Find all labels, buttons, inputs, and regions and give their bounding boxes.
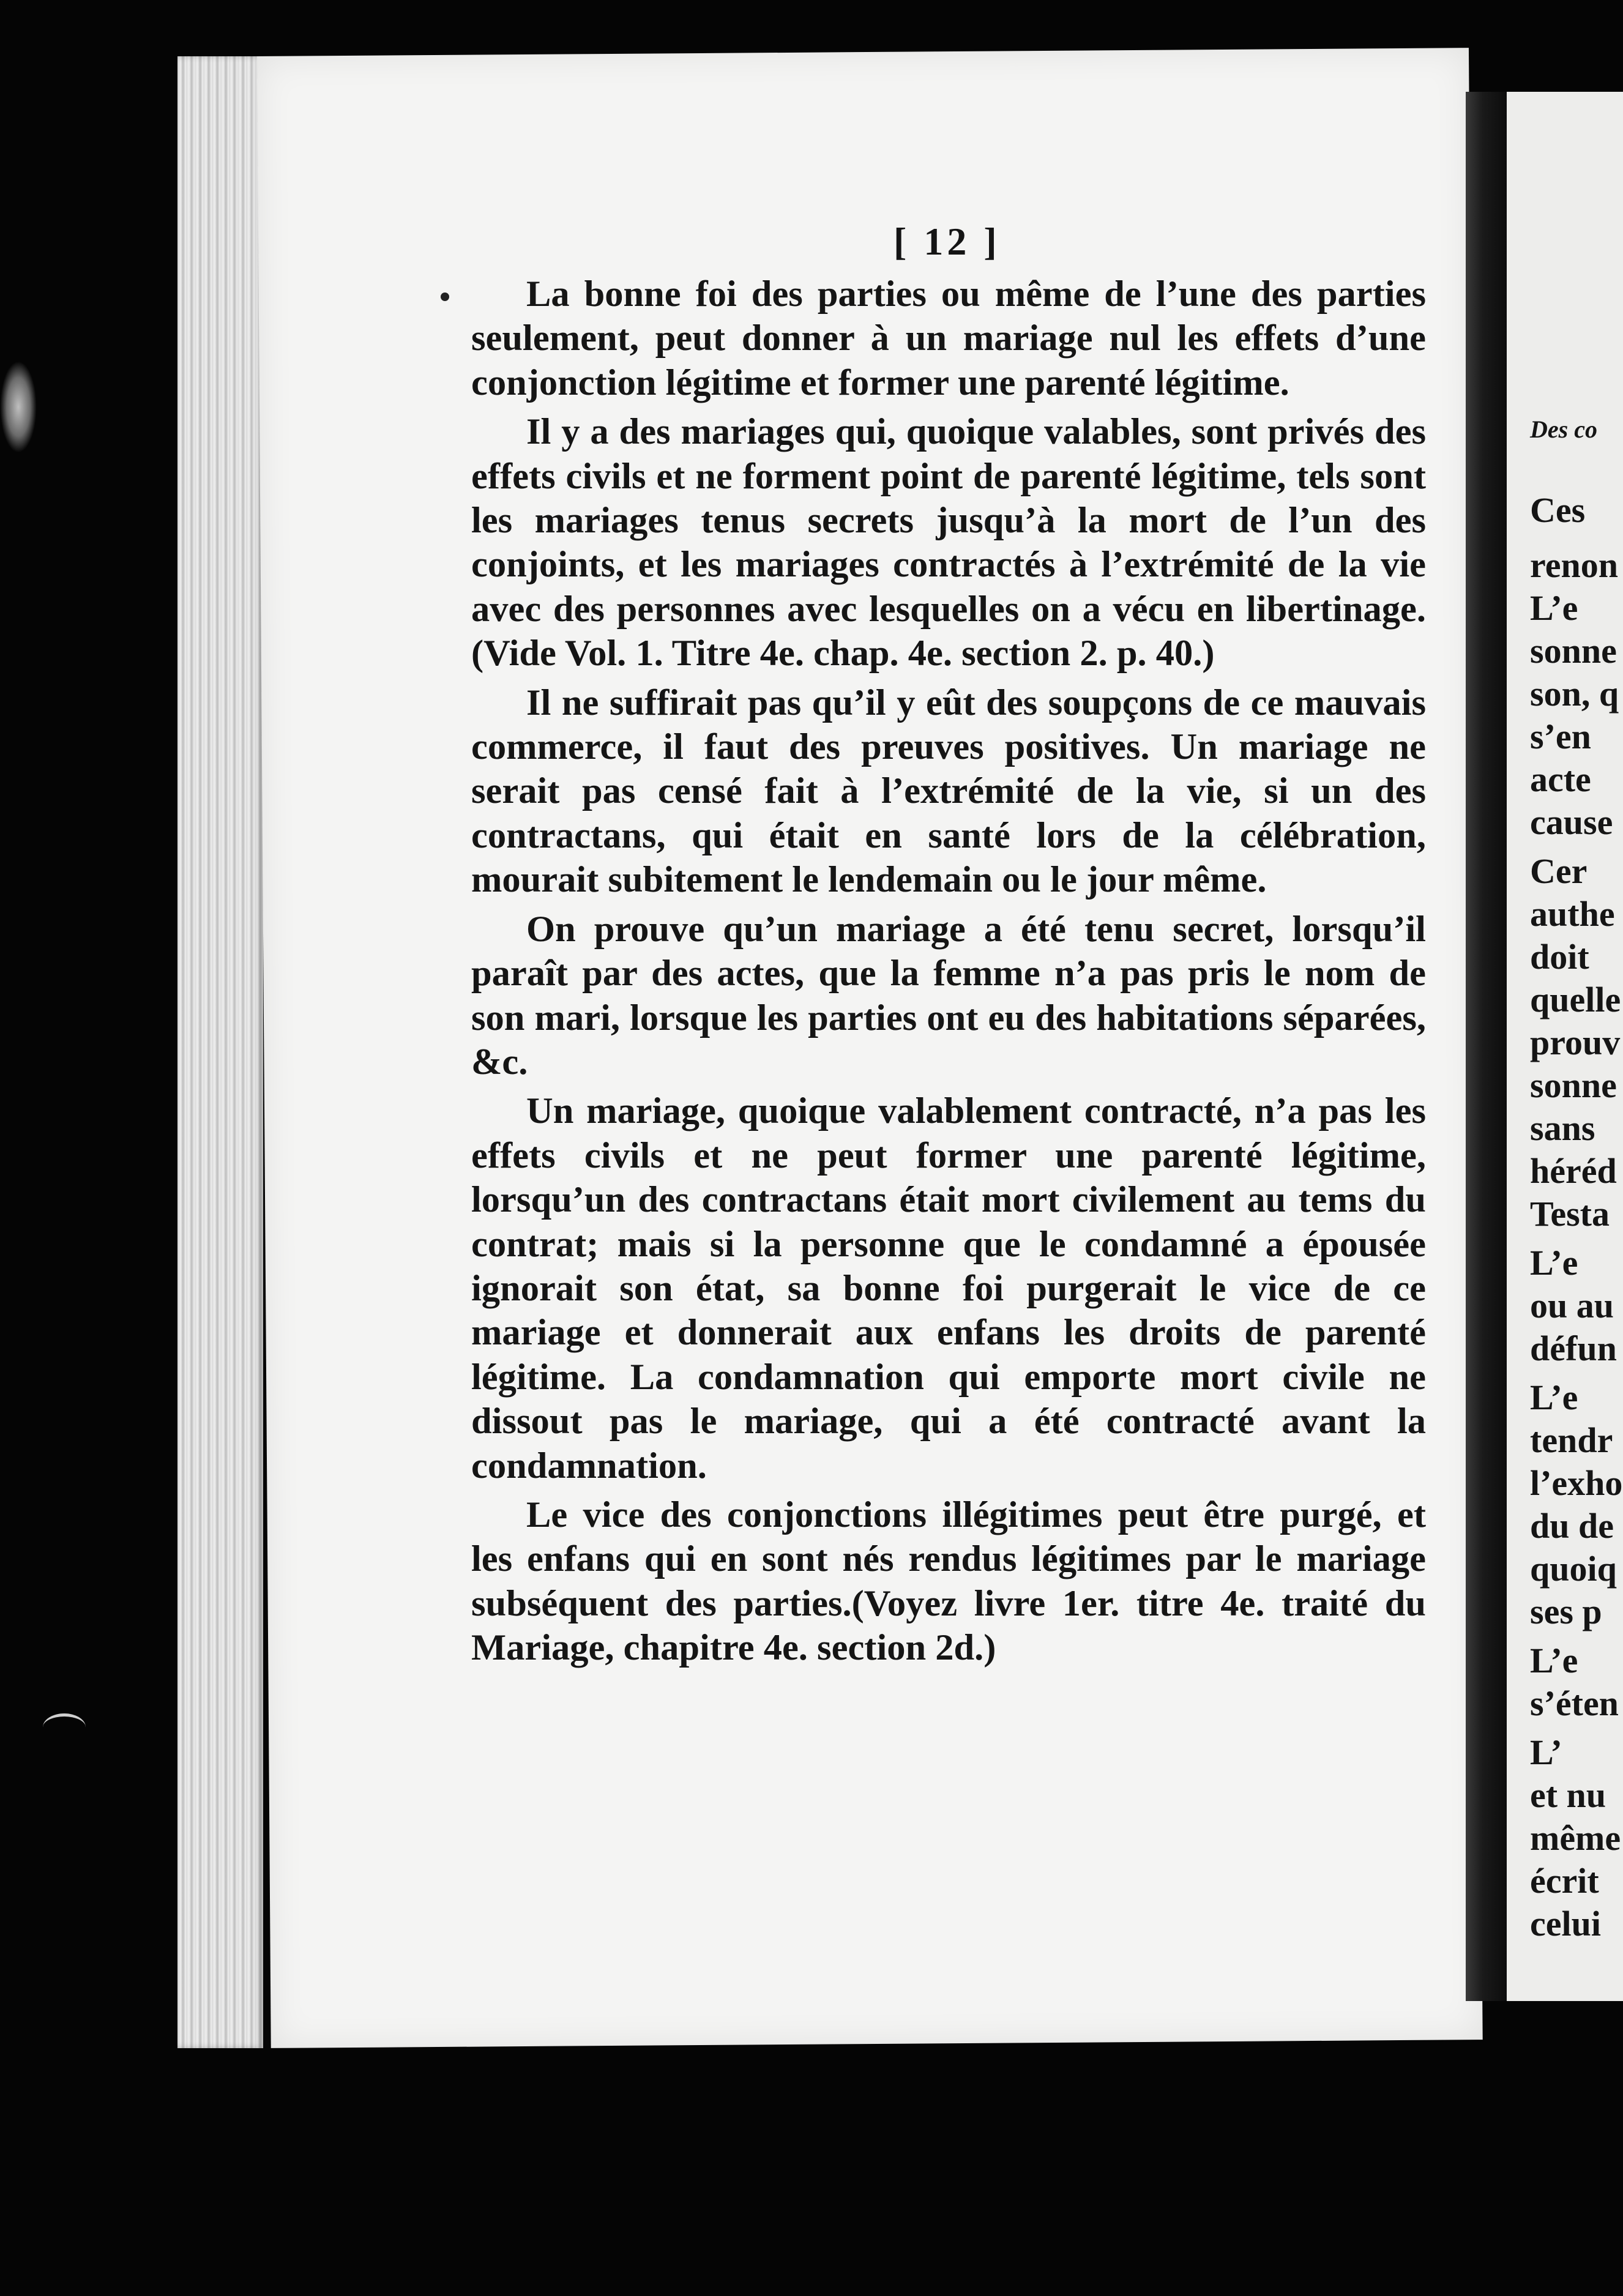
right-page-line: même bbox=[1530, 1818, 1621, 1858]
margin-dot bbox=[441, 293, 449, 301]
paragraph: Il y a des mariages qui, quoique valables, sont privés des effets civils et ne forment point de parenté légitime, tels sont les mariages tenus secrets jusqu’à la mort de l’un des conjoints, et les mariages contractés à l’extrémité de la vie avec des personnes avec lesquelles on a vécu en libertinage. (Vide Vol. 1. Titre 4e. chap. 4e. section 2. p. 40.) bbox=[471, 411, 1426, 674]
right-page-line: L’e bbox=[1530, 1641, 1578, 1680]
paragraph: Un mariage, quoique valablement contracté, n’a pas les effets civils et ne peut former une parenté légitime, lorsqu’un des contractans était mort civilement au tems du contrat; mais si la personne que le condamné a épousée ignorait son état, sa bonne foi purgerait le vice de ce mariage et donnerait aux enfans les droits de parenté légitime. La condamnation qui emporte mort civile ne dissout pas le mariage, qui a été contracté avant la condamnation. bbox=[471, 1090, 1426, 1486]
page-stack-edges bbox=[177, 56, 263, 2048]
paragraph: Le vice des conjonctions illégitimes peut être purgé, et les enfans qui en sont nés rendus légitimes par le mariage subséquent des parties.(Voyez livre 1er. titre 4e. traité du Mariage, chapitre 4e. section 2d.) bbox=[471, 1494, 1426, 1669]
right-page-line: acte bbox=[1530, 759, 1591, 799]
paragraph: On prouve qu’un mariage a été tenu secret, lorsqu’il paraît par des actes, que la femme n’a pas pris le nom de son mari, lorsque les parties ont eu des habitations séparées, &c. bbox=[471, 908, 1426, 1083]
right-page-line: ou au bbox=[1530, 1286, 1614, 1325]
right-page-heading: Des co bbox=[1530, 416, 1597, 443]
right-page-line: son, q bbox=[1530, 674, 1619, 714]
right-page-line: tendr bbox=[1530, 1420, 1613, 1460]
right-page-line: quelle bbox=[1530, 980, 1621, 1019]
right-page-line: renon bbox=[1530, 545, 1618, 585]
right-page-line: Cer bbox=[1530, 851, 1588, 891]
right-page-line: L’ bbox=[1530, 1732, 1562, 1772]
right-page-line: L’e bbox=[1530, 588, 1578, 628]
right-page-line: ses p bbox=[1530, 1592, 1602, 1631]
right-page-line: du de bbox=[1530, 1506, 1614, 1546]
right-page-line: sonne bbox=[1530, 1065, 1617, 1105]
paragraph: La bonne foi des parties ou même de l’une des parties seulement, peut donner à un mariage nul les effets d’une conjonction légitime et former une parenté légitime. bbox=[471, 274, 1426, 403]
right-page-line: écrit bbox=[1530, 1861, 1599, 1901]
right-page-line: l’exho bbox=[1530, 1463, 1623, 1503]
scan-artifact bbox=[0, 361, 37, 453]
right-page-line: prouv bbox=[1530, 1023, 1621, 1062]
right-page-line: authe bbox=[1530, 894, 1615, 934]
right-page-line: quoiq bbox=[1530, 1549, 1617, 1589]
right-page-line: doit bbox=[1530, 937, 1589, 977]
right-page-line: défun bbox=[1530, 1329, 1617, 1368]
paragraph: Il ne suffirait pas qu’il y eût des soupçons de ce mauvais commerce, il faut des preuves positives. Un mariage ne serait pas censé fait à l’extrémité de la vie, si un des contractans, qui était en santé lors de la célébration, mourait subitement le lendemain ou le jour même. bbox=[471, 682, 1426, 901]
right-page-line: et nu bbox=[1530, 1775, 1606, 1815]
body-text bbox=[471, 272, 1426, 1671]
right-page-line: héréd bbox=[1530, 1151, 1617, 1191]
page-number: [ 12 ] bbox=[894, 220, 1001, 263]
right-page-line: Ces bbox=[1530, 490, 1586, 530]
right-page-line: s’éten bbox=[1530, 1683, 1619, 1723]
right-page-line: celui bbox=[1530, 1904, 1601, 1944]
right-page-line: Testa bbox=[1530, 1194, 1610, 1234]
right-page-line: s’en bbox=[1530, 717, 1591, 756]
right-page-line: sonne bbox=[1530, 631, 1617, 671]
right-page-line: L’e bbox=[1530, 1243, 1578, 1283]
right-page-line: sans bbox=[1530, 1108, 1595, 1148]
book-gutter bbox=[1466, 92, 1509, 2001]
right-page-line: cause bbox=[1530, 802, 1613, 842]
right-page-line: L’e bbox=[1530, 1377, 1578, 1417]
scan-artifact-curl bbox=[43, 1713, 86, 1741]
